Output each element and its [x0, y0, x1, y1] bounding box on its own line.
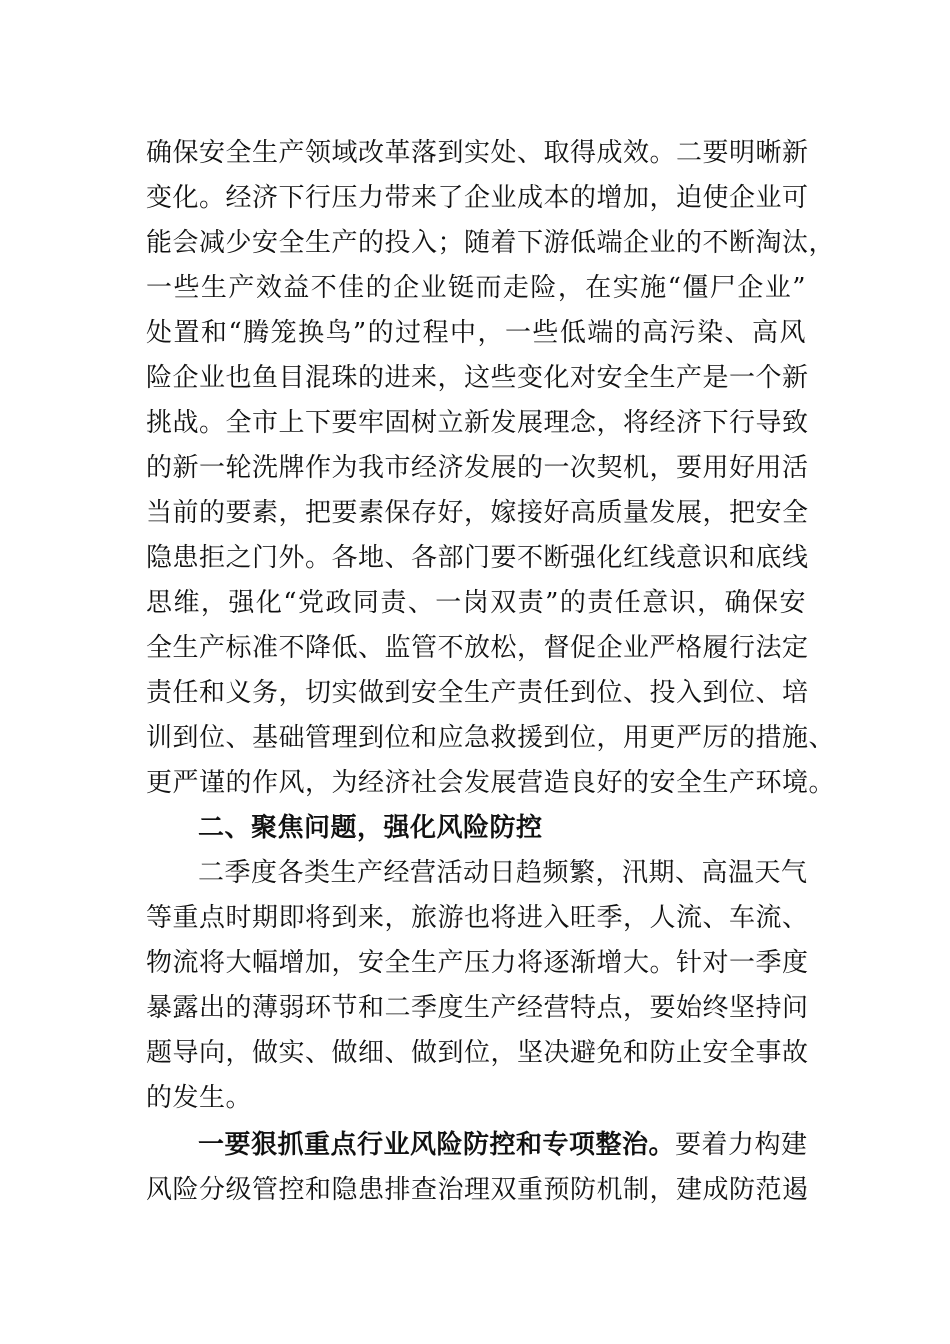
para2-line-1: 二季度各类生产经营活动日趋频繁，汛期、高温天气: [198, 858, 808, 888]
para1-line-13: 责任和义务，切实做到安全生产责任到位、投入到位、培: [146, 678, 809, 708]
para3-lead-rest: 要着力构建: [675, 1130, 808, 1160]
para3-line-1: [198, 1122, 806, 1168]
para1-line-10: 隐患拒之门外。各地、各部门要不断强化红线意识和底线: [146, 543, 809, 573]
para1-line-11: 思维，强化“党政同责、一岗双责”的责任意识，确保安: [146, 588, 806, 618]
para1-line-4: 一些生产效益不佳的企业铤而走险，在实施“僵尸企业”: [146, 273, 806, 303]
para1-line-14: 训到位、基础管理到位和应急救援到位，用更严厉的措施、: [146, 723, 836, 753]
para1-line-6: 险企业也鱼目混珠的进来，这些变化对安全生产是一个新: [146, 363, 809, 393]
para1-line-2: 变化。经济下行压力带来了企业成本的增加，迫使企业可: [146, 183, 809, 213]
para2-line-4: 暴露出的薄弱环节和二季度生产经营特点，要始终坚持问: [146, 993, 809, 1023]
para2-line-2: 等重点时期即将到来，旅游也将进入旺季，人流、车流、: [146, 903, 809, 933]
para3-bold-lead: 一要狠抓重点行业风险防控和专项整治。: [198, 1130, 676, 1160]
para1-line-3: 能会减少安全生产的投入；随着下游低端企业的不断淘汰，: [146, 228, 836, 258]
para1-line-9: 当前的要素，把要素保存好，嫁接好高质量发展，把安全: [146, 498, 809, 528]
para2-line-3: 物流将大幅增加，安全生产压力将逐渐增大。针对一季度: [146, 948, 809, 978]
para3-line-2: 风险分级管控和隐患排查治理双重预防机制，建成防范遏: [146, 1175, 809, 1205]
para1-line-7: 挑战。全市上下要牢固树立新发展理念，将经济下行导致: [146, 408, 809, 438]
para2-line-6: 的发生。: [146, 1083, 253, 1113]
para1-line-5: 处置和“腾笼换鸟”的过程中，一些低端的高污染、高风: [146, 318, 806, 348]
para1-line-8: 的新一轮洗牌作为我市经济发展的一次契机，要用好用活: [146, 453, 809, 483]
para1-line-12: 全生产标准不降低、监管不放松，督促企业严格履行法定: [146, 633, 809, 663]
section-heading: 二、聚焦问题，强化风险防控: [198, 813, 543, 843]
para2-line-5: 题导向，做实、做细、做到位，坚决避免和防止安全事故: [146, 1038, 809, 1068]
para1-line-1: 确保安全生产领域改革落到实处、取得成效。二要明晰新: [146, 138, 809, 168]
para1-line-15: 更严谨的作风，为经济社会发展营造良好的安全生产环境。: [146, 768, 836, 798]
